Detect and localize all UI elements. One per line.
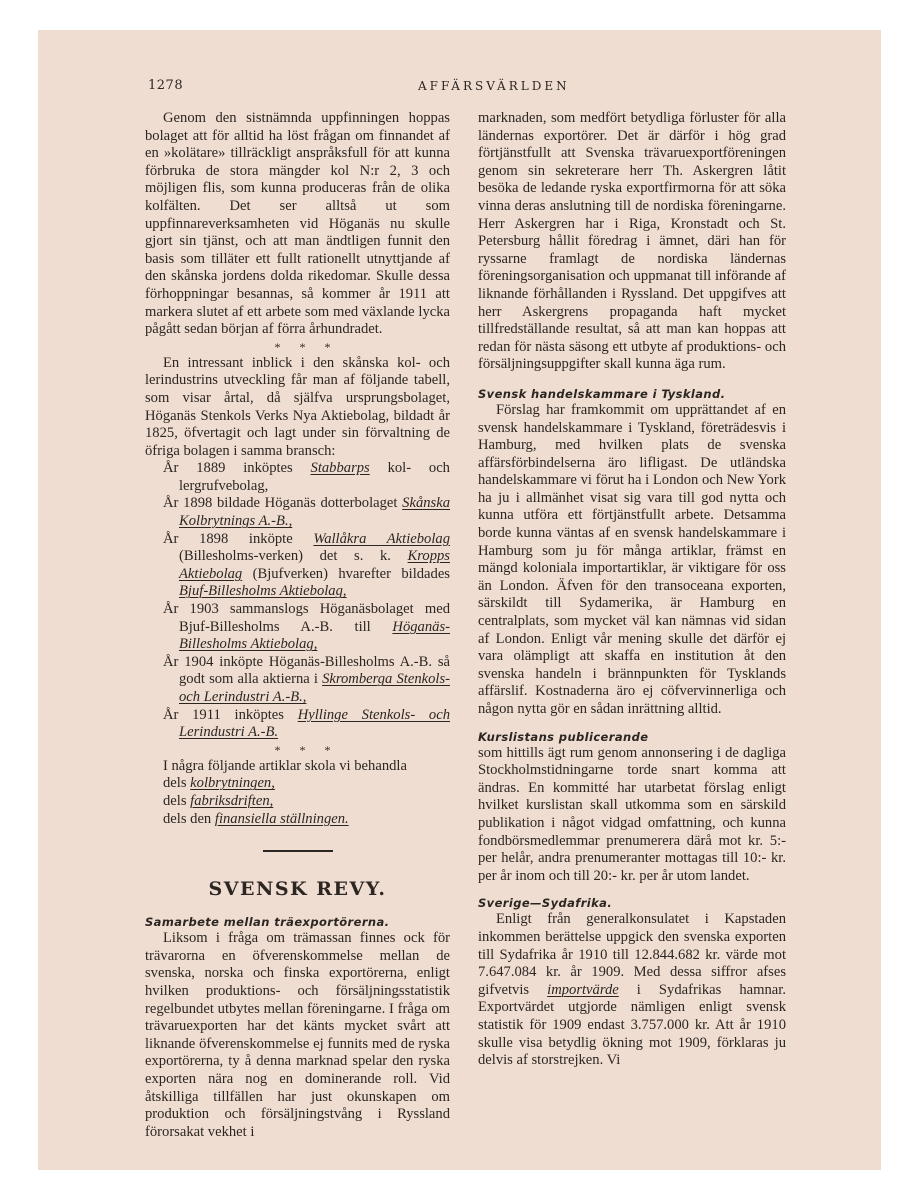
- list-item: dels kolbrytningen,: [163, 775, 275, 792]
- subheading: Kurslistans publicerande: [478, 729, 649, 744]
- paragraph: Enligt från generalkonsulatet i Kapstaden inkommen berättelse uppgick den svenska exporten till Sydafrika år 1910 till 12.844.682 kr. värde mot 7.647.084 kr. år 1909. Med dessa siffror afses gifvetvis importvärde i Sydafrikas hamnar. Exportvärdet utgjorde nämligen enligt svensk statistik för 1909 endast 3.757.000 kr. Att år 1910 skulle visa betydlig ökning mot 1909, förklaras ju delvis af storstrejken. Vi: [478, 911, 786, 1069]
- list-item: dels fabriksdriften,: [163, 792, 274, 809]
- list-item: dels den finansiella ställningen.: [163, 810, 349, 827]
- list-item: År 1904 inköpte Höganäs-Billesholms A.-B. så godt som alla aktierna i Skromberga Stenkols- och Lerindustri A.-B.,: [163, 653, 450, 705]
- section-divider-stars: * * *: [274, 742, 339, 757]
- list-item: År 1898 inköpte Wallåkra Aktiebolag (Billesholms-verken) det s. k. Kropps Aktiebolag (Bjufverken) hvarefter bildades Bjuf-Billesholms Aktiebolag,: [163, 530, 450, 600]
- horizontal-rule: [263, 850, 333, 852]
- subheading: Svensk handelskammare i Tyskland.: [478, 386, 726, 401]
- list-item: År 1903 sammanslogs Höganäsbolaget med Bjuf-Billesholms A.-B. till Höganäs-Billesholms Aktiebolag,: [163, 601, 450, 653]
- paragraph: marknaden, som medfört betydliga förluster för alla ländernas exportörer. Det är därför i hög grad förtjänstfullt att Svenska trävaruexportföreningen genom sin sekreterare herr Th. Askergren låtit besöka de ledande ryska exportfirmorna för att söka vinna deras anslutning till de nordiska föreningarne. Herr Askergren har i Riga, Kronstadt och St. Petersburg hållit föredrag i ämnet, däri han för ryssarne framlagt de nordiska ländernas föreningsorganisation och uppmanat till införande af liknande förhållanden i Ryssland. Det uppgifves att herr Askergrens propaganda haft mycket tillfredställande resultat, så att man kan hoppas att redan för nästa säsong ett utbyte af produktions- och försäljningsuppgifter skall kunna äga rum.: [478, 110, 786, 373]
- running-head: [148, 78, 848, 98]
- paragraph: En intressant inblick i den skånska kol- och lerindustrins utveckling får man af följande tabell, som visar årtal, då själfva ursprungsbolaget, Höganäs Stenkols Verks Nya Aktiebolag, bildadt år 1825, öfvertagit och lagt under sin förvaltning de öfriga bolagen i samma bransch:: [145, 354, 450, 459]
- section-title: SVENSK REVY.: [208, 878, 387, 901]
- paragraph: Förslag har framkommit om upprättandet af en svensk handelskammare i Tyskland, företrädesvis i Hamburg, med hvilken plats de svenska affärsförbindelserna äro lifligast. De utländska handelskammare vi förut ha i London och New York ha ju i allmänhet visat sig vara till god nytta och kunna utföra ett förtjänstfullt arbete. Detsamma borde kunna väntas af en svensk handelskammare i Hamburg som ju för många artiklar, främst en mängd koloniala importartiklar, är viktigare för oss än London. Äfven för den transoceana exporten, särskildt till Sydamerika, är Hamburg en centralplats, som mycket väl kan nämnas vid sidan af London. Enligt vår mening skulle det därför ej vara olämpligt att skaffa en institution åt den svenska handeln i brännpunkten för Tysklands affärslif. Kostnaderna äro ej cöfvervinnerliga och någon nytta gör en sådan inrättning alltid.: [478, 401, 786, 717]
- journal-title: AFFÄRSVÄRLDEN: [418, 79, 570, 93]
- subheading: Samarbete mellan träexportörerna.: [145, 915, 390, 930]
- paragraph: Liksom i fråga om trämassan finnes ock för trävarorna en öfverenskommelse mellan de svenska, norska och finska exportörerna, enligt hvilken produktions- och försäljningsstatistik regelbundet utbytes mellan föreningarne. I fråga om trävaruexporten har det känts mycket svårt att liknande öfverenskommelse ej funnits med de ryska exportörerna, ty å denna marknad spelar den ryska exporten nära nog en dominerande roll. Vid åtskilliga tillfällen har just okunskapen om produktion och försäljningstvång i Ryssland förorsakat vekhet i: [145, 930, 450, 1140]
- newspaper-page: [38, 30, 881, 1170]
- article-list: [163, 775, 450, 828]
- paragraph: som hittills ägt rum genom annonsering i de dagliga Stockholmstidningarne torde snart komma att ändras. En kommitté har utarbetat förslag enligt hvilket kurslistan skall utkomma som en särskild publikation i något vidgad omfattning, och kunna fondbörsmedlemmar prenumerera därå mot kr. 5:- per helår, andra prenumeranter mottagas till 10:- kr. per år inom och till 20:- kr. per år utom landet.: [478, 744, 786, 884]
- list-item: År 1911 inköptes Hyllinge Stenkols- och Lerindustri A.-B.: [163, 706, 450, 741]
- subheading: Sverige—Sydafrika.: [478, 896, 613, 911]
- paragraph: I några följande artiklar skola vi behandla: [163, 757, 407, 774]
- page-number: 1278: [148, 78, 184, 93]
- section-divider-stars: * * *: [274, 339, 339, 354]
- left-column: [145, 110, 450, 1141]
- list-item: År 1898 bildade Höganäs dotterbolaget Skånska Kolbrytnings A.-B.,: [163, 495, 450, 530]
- list-item: År 1889 inköptes Stabbarps kol- och lergrufvebolag,: [163, 460, 450, 494]
- paragraph: Genom den sistnämnda uppfinningen hoppas bolaget att för alltid ha löst frågan om finnandet af en »kolätare» tillräckligt anspråksfull för att kunna förbruka de stora mängder kol N:r 2, 3 och möjligen flis, som kunna produceras från de olika kolfälten. Det ser alltså ut som uppfinnareverksamheten vid Höganäs nu skulle gjort sin tjänst, och att man ändtligen funnit den basis som tilläter ett fullt rationellt utnyttjande af den skånska jordens dolda rikedomar. Skulle dessa förhoppningar besannas, så kommer år 1911 att markera slutet af ett arbete som med växlande lycka pågått sedan början af förra århundradet.: [145, 110, 450, 338]
- right-column: [478, 110, 786, 1070]
